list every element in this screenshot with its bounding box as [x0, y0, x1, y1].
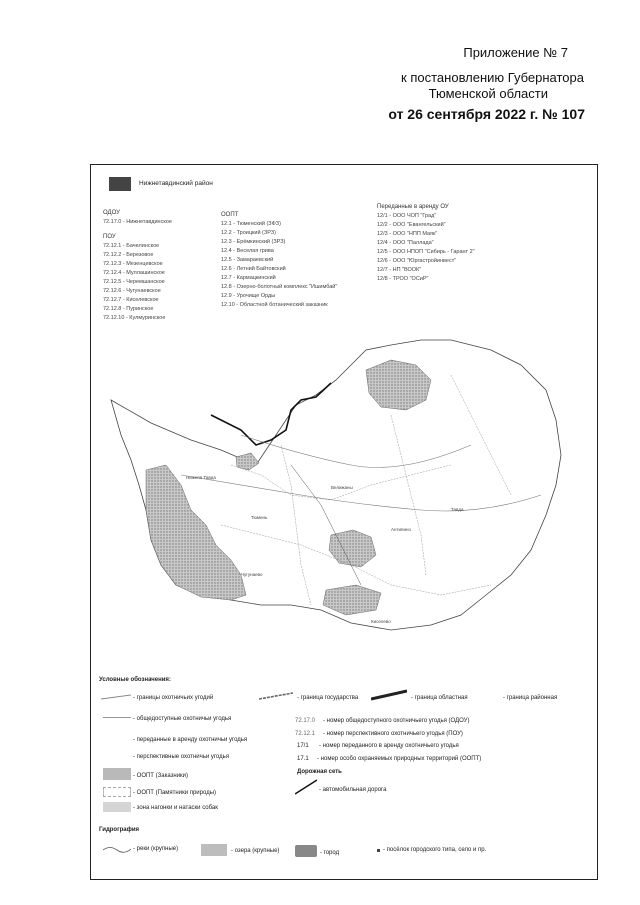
- oopt-title: ООПТ: [221, 212, 239, 218]
- pou-title: ПОУ: [103, 234, 116, 240]
- grounds-boundary-2: [281, 445, 311, 605]
- oopt-zakazniki-symbol: [103, 768, 131, 780]
- road-symbol: [295, 779, 317, 795]
- rent-block: [377, 203, 475, 284]
- oopt-zone-south: [323, 585, 381, 615]
- city-symbol: [295, 845, 317, 857]
- oopt-item: 12.1 - Тюменский (ЗФЗ): [221, 221, 281, 227]
- dog-zone-symbol: [103, 802, 131, 812]
- rent-item: 12/5 - ООО НПОП "Сибирь - Гарант 2": [377, 249, 475, 255]
- place-label: Нижняя Тавда: [186, 475, 216, 480]
- oopt-item: 12.4 - Веселая грива: [221, 248, 274, 254]
- legend-num-public: - номер общедоступного охотничьего угодья (ОДОУ): [323, 718, 470, 724]
- rent-title: Переданные в аренду ОУ: [377, 204, 449, 210]
- oopt-block: [221, 211, 337, 310]
- annex-decree-line: к постановлению Губернатора: [401, 70, 584, 85]
- grounds-boundary-4: [451, 375, 511, 495]
- oopt-item: 12.8 - Озерно-болотный комплекс "Ишимбай": [221, 284, 338, 290]
- oopt-item: 12.2 - Троицкий (ЗРЗ): [221, 230, 276, 236]
- legend-num-oopt: - номер особо охраняемых природных территорий (ООПТ): [317, 756, 482, 762]
- legend-settlement: - посёлок городского типа, село и пр.: [383, 847, 487, 853]
- legend-dog-zone: - зона нагонки и натаски собак: [133, 805, 218, 811]
- legend-city: - город: [320, 850, 340, 856]
- num-public-code: 72.17.0: [295, 718, 316, 724]
- legend-rivers: - реки (крупные): [133, 846, 179, 852]
- place-label: Тавда: [451, 507, 464, 512]
- hydro-title: Гидрография: [99, 827, 140, 833]
- legend-rented-grounds: - переданные в аренду охотничьи угодья: [133, 737, 248, 743]
- pou-item: 72.12.5 - Черемшанское: [103, 279, 165, 285]
- state-border-line: [211, 383, 331, 445]
- rent-item: 12/6 - ООО "Юргастройинвест": [377, 258, 457, 264]
- settlement-symbol: [377, 849, 380, 852]
- oopt-monuments-symbol: [103, 787, 131, 797]
- legend-prospective-grounds: - перспективные охотничьи угодья: [133, 754, 230, 760]
- legend-state-border: - граница государства: [297, 695, 359, 701]
- oopt-item: 12.5 - Замараевский: [221, 257, 274, 263]
- state-border-symbol: [259, 691, 293, 701]
- pou-item: 72.12.10 - Кулмуринское: [103, 315, 166, 321]
- rent-item: 12/4 - ООО "Паллада": [377, 240, 434, 246]
- annex-number: Приложение № 7: [463, 45, 568, 60]
- region-border-symbol: [371, 689, 407, 701]
- place-label: Антипино: [391, 527, 411, 532]
- place-label: Киселево: [371, 619, 391, 624]
- odou-block: [103, 209, 172, 323]
- place-label: Тюмень: [251, 515, 268, 520]
- place-label: Велижаны: [331, 485, 353, 490]
- pou-item: 72.12.6 - Чугунаевское: [103, 288, 161, 294]
- rent-item: 12/8 - ТРОО "ОСиР": [377, 276, 429, 282]
- oopt-item: 12.10 - Областной ботанический заказник: [221, 302, 328, 308]
- pou-item: 72.12.2 - Березовое: [103, 252, 154, 258]
- oopt-item: 12.6 - Летний Байтовский: [221, 266, 286, 272]
- legend-road: - автомобильная дорога: [319, 787, 387, 793]
- rent-item: 12/1 - ООО ЧОП "Град": [377, 213, 437, 219]
- oopt-zone-west: [146, 465, 246, 600]
- odou-item: 72.17.0 - Нижнетавдинское: [103, 219, 172, 225]
- coat-of-arms-icon: [109, 177, 131, 191]
- pou-item: 72.12.1 - Бачелинское: [103, 243, 160, 249]
- public-grounds-symbol: [103, 717, 131, 718]
- legend-district-border: - граница районная: [503, 695, 558, 701]
- annex-date-line: от 26 сентября 2022 г. № 107: [388, 106, 585, 122]
- pou-item: 72.12.4 - Муллашинское: [103, 270, 165, 276]
- legend-oopt-zakazniki: - ООПТ (Заказники): [133, 773, 189, 779]
- pou-item: 72.12.3 - Мезенцевское: [103, 261, 163, 267]
- district-title: Нижнетавдинский район: [139, 180, 213, 187]
- map-frame: [90, 164, 598, 880]
- num-rent-code: 17/1: [297, 743, 309, 749]
- oopt-item: 12.3 - Ерёмкинский (ЗРЗ): [221, 239, 286, 245]
- num-oopt-code: 17.1: [297, 756, 309, 762]
- lake-symbol: [201, 844, 227, 856]
- legend-title: Условные обозначения:: [99, 677, 171, 683]
- grounds-boundary-3: [391, 415, 426, 575]
- pou-item: 72.12.8 - Пуринское: [103, 306, 154, 312]
- odou-title: ОДОУ: [103, 210, 120, 216]
- rent-item: 12/3 - ООО "НПП Маяк": [377, 231, 438, 237]
- rent-item: 12/2 - ООО "Евангельский": [377, 222, 446, 228]
- rent-item: 12/7 - НП "ВООК": [377, 267, 422, 273]
- oopt-item: 12.9 - Урочище Орды: [221, 293, 276, 299]
- legend-num-prosp: - номер перспективного охотничьего угодья (ПОУ): [323, 731, 463, 737]
- pou-item: 72.12.7 - Киселевское: [103, 297, 159, 303]
- oopt-zone-small: [236, 453, 259, 470]
- legend-hunting-border: - границы охотничьих угодий: [133, 695, 214, 701]
- road-title: Дорожная сеть: [297, 769, 342, 775]
- oopt-zone-northeast: [366, 360, 431, 410]
- oopt-item: 12.7 - Кармацкинский: [221, 275, 276, 281]
- legend-num-rent: - номер переданного в аренду охотничьего угодья: [319, 743, 459, 749]
- place-label: Чугунаево: [241, 572, 263, 577]
- river-tura: [181, 475, 541, 511]
- legend-region-border: - граница областная: [411, 695, 468, 701]
- legend-public-grounds: - общедоступные охотничьи угодья: [133, 716, 232, 722]
- num-prosp-code: 72.12.1: [295, 731, 316, 737]
- legend-lakes: - озера (крупные): [231, 848, 280, 854]
- hunting-border-symbol: [101, 693, 131, 701]
- river-tavda: [241, 435, 471, 468]
- legend-oopt-monuments: - ООПТ (Памятники природы): [133, 790, 217, 796]
- river-symbol: [103, 845, 131, 853]
- annex-region-line: Тюменской области: [428, 86, 548, 101]
